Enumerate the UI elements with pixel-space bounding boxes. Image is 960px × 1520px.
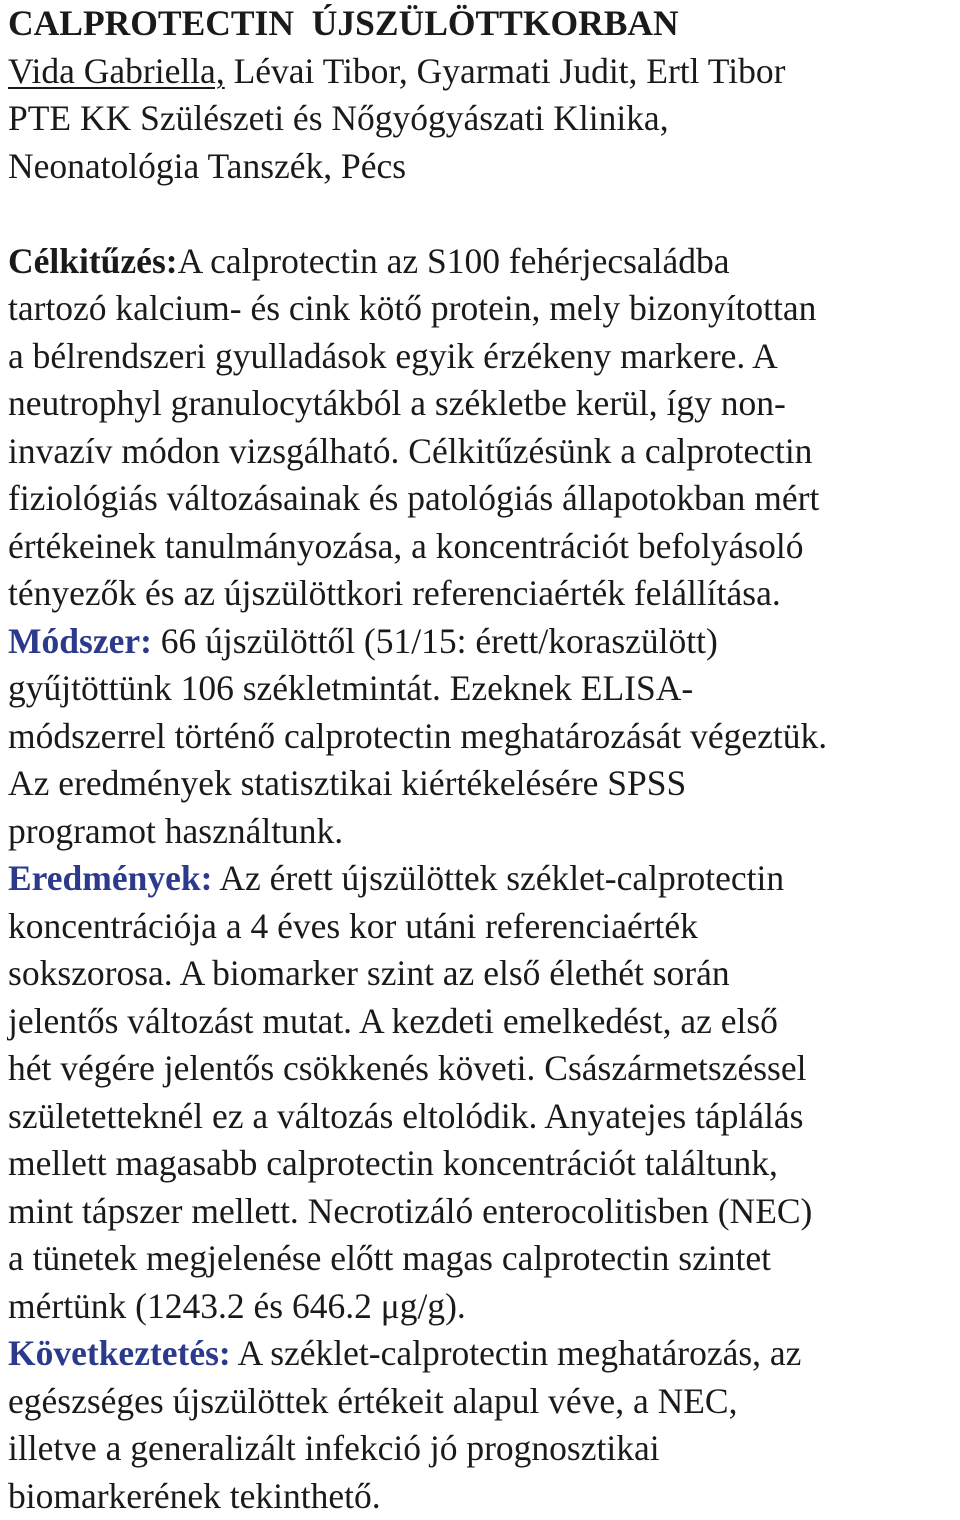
first-author: Vida Gabriella, [8, 51, 225, 91]
section-line: Az eredmények statisztikai kiértékelésére SPSS [8, 760, 956, 808]
section-label: Módszer: [8, 621, 152, 661]
section-line: mellett magasabb calprotectin koncentrációt találtunk, [8, 1140, 956, 1188]
section-modszer [8, 618, 956, 856]
section-text: 66 újszülöttől (51/15: érett/koraszülött) [152, 621, 718, 661]
section-line: sokszorosa. A biomarker szint az első élethét során [8, 950, 956, 998]
section-line: egészséges újszülöttek értékeit alapul véve, a NEC, [8, 1378, 956, 1426]
section-kovetkeztetes [8, 1330, 956, 1520]
section-line: invazív módon vizsgálható. Célkitűzésünk a calprotectin [8, 428, 956, 476]
section-celkituzes [8, 238, 956, 618]
section-line: neutrophyl granulocytákból a székletbe kerül, így non- [8, 380, 956, 428]
section-line: módszerrel történő calprotectin meghatározását végeztük. [8, 713, 956, 761]
section-line [8, 855, 956, 903]
section-line: tényezők és az újszülöttkori referenciaérték felállítása. [8, 570, 956, 618]
affiliation-line: PTE KK Szülészeti és Nőgyógyászati Klinika, [8, 95, 956, 143]
section-text: Az érett újszülöttek széklet-calprotectin [212, 858, 784, 898]
section-line: a tünetek megjelenése előtt magas calprotectin szintet [8, 1235, 956, 1283]
section-line: biomarkerének tekinthető. [8, 1473, 956, 1520]
co-authors: Lévai Tibor, Gyarmati Judit, Ertl Tibor [225, 51, 786, 91]
section-line: a bélrendszeri gyulladások egyik érzékeny markere. A [8, 333, 956, 381]
section-label: Eredmények: [8, 858, 212, 898]
section-spacer [8, 190, 956, 238]
section-text: A calprotectin az S100 fehérjecsaládba [178, 241, 730, 281]
section-eredmenyek [8, 855, 956, 1330]
section-line: koncentrációja a 4 éves kor utáni referenciaérték [8, 903, 956, 951]
section-text: A széklet-calprotectin meghatározás, az [231, 1333, 802, 1373]
abstract-title: CALPROTECTIN ÚJSZÜLÖTTKORBAN [8, 0, 956, 48]
section-line [8, 618, 956, 666]
section-line: programot használtunk. [8, 808, 956, 856]
affiliation-line: Neonatológia Tanszék, Pécs [8, 143, 956, 191]
section-line: értékeinek tanulmányozása, a koncentrációt befolyásoló [8, 523, 956, 571]
section-line: fiziológiás változásainak és patológiás állapotokban mért [8, 475, 956, 523]
author-line [8, 48, 956, 96]
section-line: illetve a generalizált infekció jó prognosztikai [8, 1425, 956, 1473]
section-line [8, 238, 956, 286]
section-line: mértünk (1243.2 és 646.2 μg/g). [8, 1283, 956, 1331]
section-line: jelentős változást mutat. A kezdeti emelkedést, az első [8, 998, 956, 1046]
section-label: Következtetés: [8, 1333, 231, 1373]
section-label: Célkitűzés: [8, 241, 178, 281]
section-line: hét végére jelentős csökkenés követi. Császármetszéssel [8, 1045, 956, 1093]
section-line: gyűjtöttünk 106 székletmintát. Ezeknek ELISA- [8, 665, 956, 713]
section-line: mint tápszer mellett. Necrotizáló enterocolitisben (NEC) [8, 1188, 956, 1236]
section-line [8, 1330, 956, 1378]
section-line: tartozó kalcium- és cink kötő protein, mely bizonyítottan [8, 285, 956, 333]
section-line: születetteknél ez a változás eltolódik. Anyatejes táplálás [8, 1093, 956, 1141]
